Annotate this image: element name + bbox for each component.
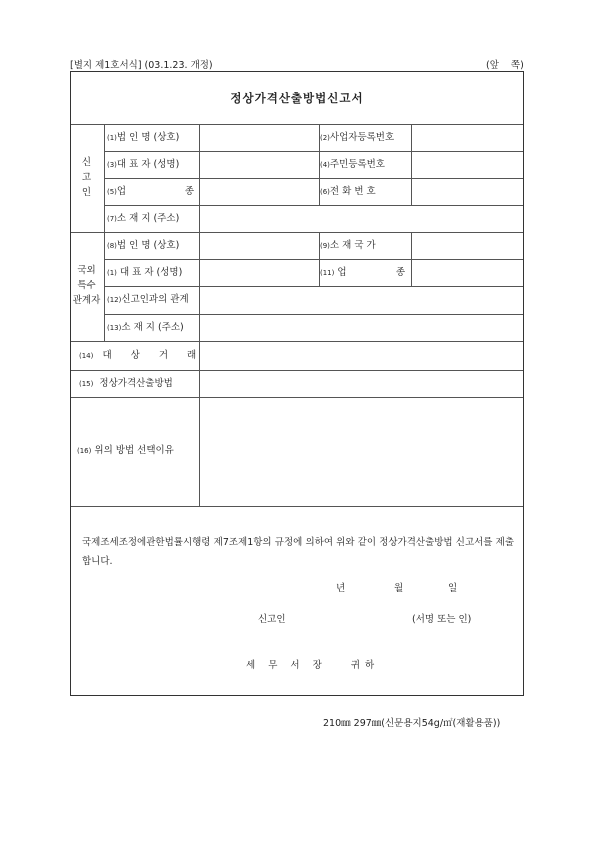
pricing-method-label: (15) 정상가격산출방법 — [79, 378, 173, 389]
target-transaction-label: (14) 대 상 거 래 — [79, 350, 205, 361]
paper-spec: 210㎜ 297㎜(신문용지54g/㎡(재활용품)) — [323, 718, 501, 729]
recipient-label: 세 무 서 장 귀하 — [246, 660, 380, 671]
resident-reg-number-label: (4)주민등록번호 — [320, 159, 385, 170]
representative-label: (3)대 표 자 (성명) — [107, 159, 180, 170]
foreign-address-label: (13)소 재 지 (주소) — [107, 322, 184, 333]
foreign-party-group-label: 국외 특수 관계자 — [72, 265, 101, 306]
signer-label: 신고인 — [258, 614, 286, 625]
business-reg-number-label: (2)사업자등록번호 — [320, 132, 395, 143]
date-month: 월 — [394, 583, 404, 594]
foreign-corp-name-label: (8)법 인 명 (상호) — [107, 240, 180, 251]
signature-note: (서명 또는 인) — [412, 614, 472, 625]
page-side-label: (앞 쪽) — [486, 60, 524, 71]
foreign-business-type-label: (11) 업 종 — [320, 267, 405, 278]
section-divider — [71, 232, 523, 233]
declaration-text: 국제조세조정에관한법률시행령 제7조제1항의 규정에 의하여 위와 같이 정상가격산출방법 신고서를 제출합니다. — [82, 537, 514, 567]
foreign-representative-label: (1) 대 표 자 (성명) — [107, 267, 183, 278]
method-reason-label: (16) 위의 방법 선택이유 — [77, 445, 174, 456]
reporter-group-label: 신 고 인 — [81, 157, 92, 198]
phone-number-label: (6)전 화 번 호 — [320, 186, 376, 197]
date-day: 일 — [448, 583, 458, 594]
business-type-label: (5)업 종 — [107, 186, 194, 197]
country-label: (9)소 재 국 가 — [320, 240, 376, 251]
corp-name-label: (1)법 인 명 (상호) — [107, 132, 180, 143]
form-number: [별지 제1호서식] (03.1.23. 개정) — [70, 60, 213, 71]
address-label: (7)소 재 지 (주소) — [107, 213, 180, 224]
relationship-label: (12)신고인과의 관계 — [107, 294, 189, 305]
title-divider — [71, 124, 523, 125]
date-year: 년 — [336, 583, 346, 594]
form-title: 정상가격산출방법신고서 — [230, 91, 364, 105]
